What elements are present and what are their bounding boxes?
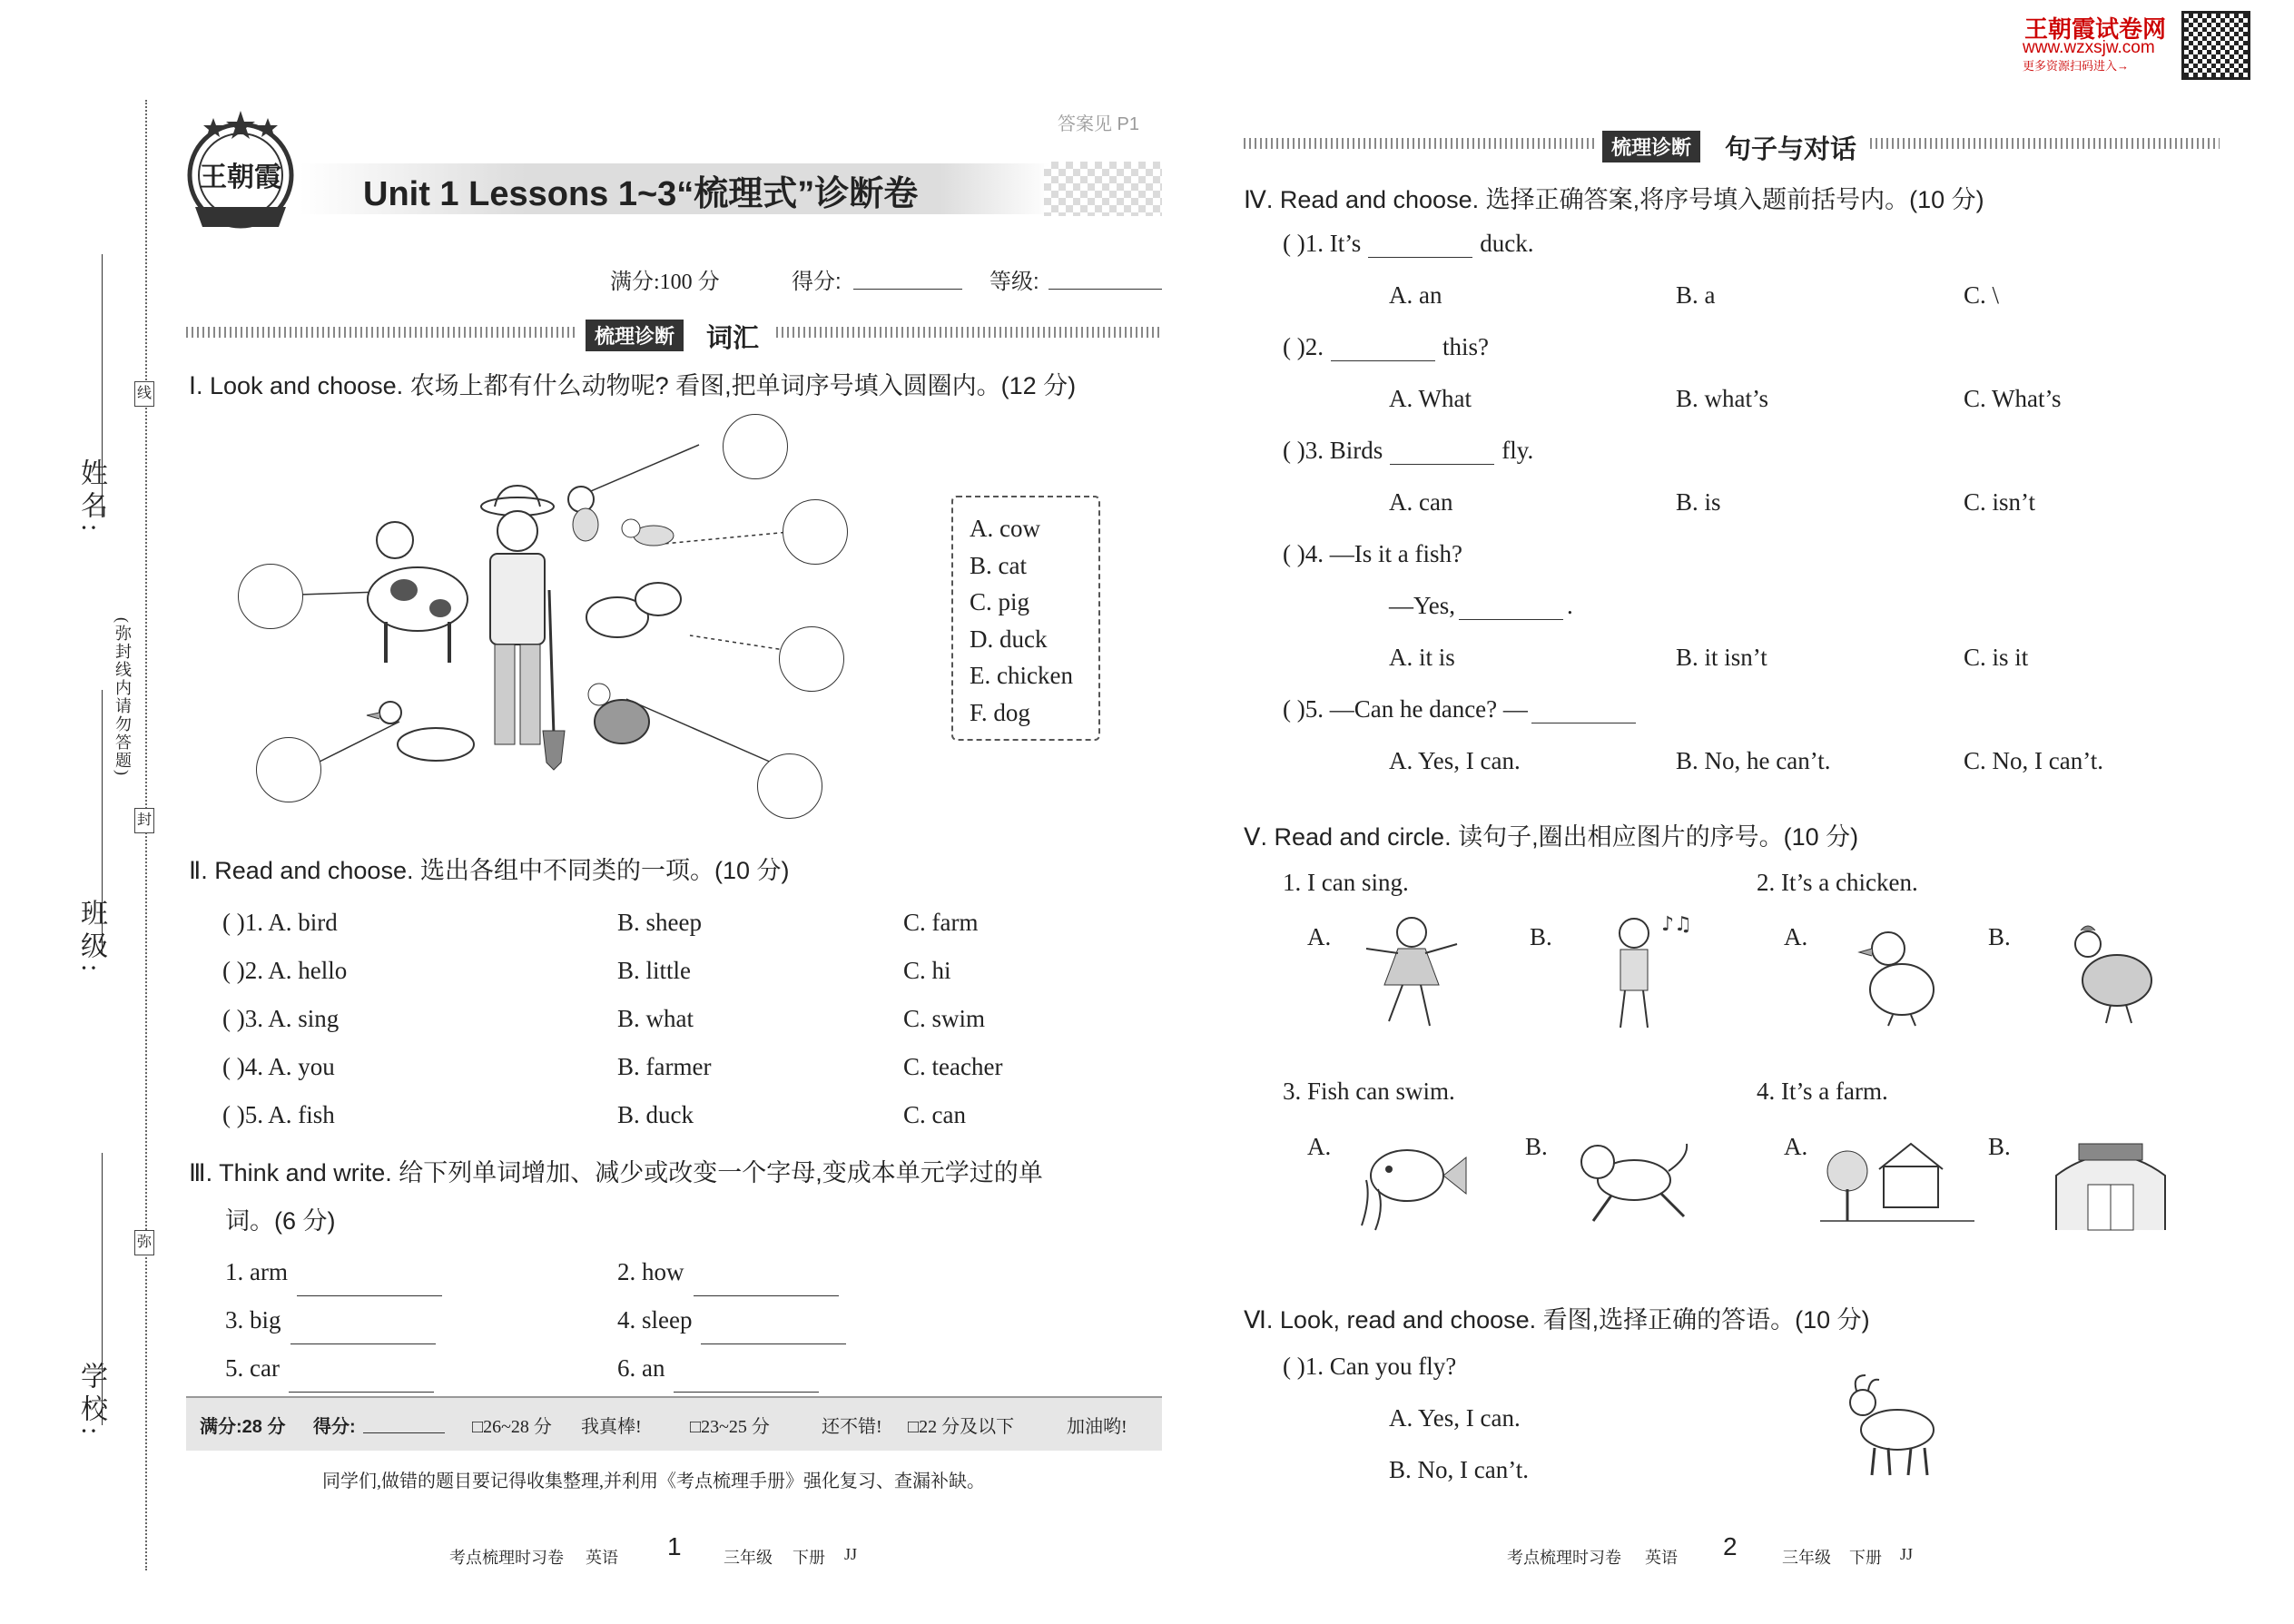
option-a[interactable]: A. xyxy=(1784,923,1808,950)
grade-label: 等级: xyxy=(989,270,1039,294)
seal-mark-feng: 封 xyxy=(134,808,154,833)
option-b[interactable]: B. xyxy=(1530,923,1552,950)
banner-checker-decor xyxy=(1044,162,1162,216)
fish-picture xyxy=(1353,1126,1471,1235)
option-b[interactable]: B. xyxy=(1525,1133,1548,1160)
qr-code-icon[interactable] xyxy=(2181,11,2250,80)
option-cat: B. cat xyxy=(970,551,1027,579)
page-number: 2 xyxy=(1723,1532,1738,1560)
chicken-picture xyxy=(2061,921,2161,1030)
section-badge-vocab: 梳理诊断 xyxy=(586,320,684,351)
option-dog: F. dog xyxy=(970,698,1030,726)
answer-circle-duck[interactable] xyxy=(256,737,321,802)
q1-title: Ⅰ. Look and choose. 农场上都有什么动物呢? 看图,把单词序号填入圆圈内。(12 分) xyxy=(189,372,1077,399)
q3-items: 1. arm 2. how 3. big 4. sleep 5. car 6. an xyxy=(225,1248,1060,1393)
farm-scene-picture xyxy=(1820,1135,1974,1235)
section-badge-sentences: 梳理诊断 xyxy=(1602,131,1700,162)
q2-title: Ⅱ. Read and choose. 选出各组中不同类的一项。(10 分) xyxy=(189,857,790,884)
footer-book: 考点梳理时习卷 xyxy=(449,1549,564,1567)
option-a[interactable]: A. xyxy=(1784,1133,1808,1160)
option-pig: C. pig xyxy=(970,588,1030,615)
score-label: 得分: xyxy=(792,270,842,294)
list-item: ( )4. A. you B. farmer C. teacher xyxy=(222,1053,1003,1080)
footer-edition: JJ xyxy=(844,1545,858,1563)
class-label: 班级: xyxy=(76,899,106,978)
section-score-bar: 满分:28 分 得分: □26~28 分 我真棒! □23~25 分 还不错! □22 分及以下 加油哟! xyxy=(186,1396,1162,1451)
section-title-vocab: 词汇 xyxy=(706,324,760,353)
footer-term: 下册 xyxy=(793,1549,825,1567)
student-name-label: 姓名: xyxy=(76,458,106,537)
page-number: 1 xyxy=(667,1532,682,1560)
zoo-gate-picture xyxy=(2038,1130,2183,1239)
answer-ref: 答案见 P1 xyxy=(1058,114,1140,134)
q5-item-1: 1. I can sing. xyxy=(1283,869,1409,896)
section-rule-right xyxy=(1870,138,2220,149)
seal-note: (弥封线内请勿答题) xyxy=(113,617,132,777)
full-score: 满分:100 分 xyxy=(610,271,720,294)
answer-circle-cow[interactable] xyxy=(238,564,303,629)
study-note: 同学们,做错的题目要记得收集整理,并利用《考点梳理手册》强化复习、查漏补缺。 xyxy=(322,1471,985,1491)
footer-grade: 三年级 xyxy=(724,1549,773,1567)
duckling-picture xyxy=(1852,921,1952,1030)
site-tagline: 更多资源扫码进入→ xyxy=(2023,59,2130,73)
q5-item-3: 3. Fish can swim. xyxy=(1283,1078,1455,1105)
section-title-sentences: 句子与对话 xyxy=(1725,135,1857,164)
singing-girl-picture xyxy=(1584,908,1693,1035)
q6-option-a[interactable]: A. Yes, I can. xyxy=(1389,1404,1521,1432)
seal-mark-xian: 线 xyxy=(134,381,154,407)
option-b[interactable]: B. xyxy=(1988,923,2011,950)
q6-stem: ( )1. Can you fly? xyxy=(1283,1353,1457,1380)
q3-title: Ⅲ. Think and write. 给下列单词增加、减少或改变一个字母,变成本单元学过的单 xyxy=(189,1159,1043,1186)
q5-item-2: 2. It’s a chicken. xyxy=(1757,869,1918,896)
footer-book: 考点梳理时习卷 xyxy=(1507,1549,1621,1567)
grade-field[interactable] xyxy=(1049,289,1162,290)
school-label: 学校: xyxy=(76,1362,106,1441)
farm-illustration xyxy=(354,481,699,781)
seal-mark-mi: 弥 xyxy=(134,1230,154,1255)
option-cow: A. cow xyxy=(970,515,1040,542)
q6-option-b[interactable]: B. No, I can’t. xyxy=(1389,1456,1529,1483)
word-options-box xyxy=(951,496,1100,741)
footer-grade: 三年级 xyxy=(1782,1549,1831,1567)
answer-circle-chicken[interactable] xyxy=(757,753,822,819)
site-url[interactable]: www.wzxsjw.com xyxy=(2023,38,2155,57)
running-dog-picture xyxy=(1570,1130,1698,1230)
goat-picture xyxy=(1843,1371,1952,1480)
class-field[interactable] xyxy=(102,690,103,953)
list-item: ( )1. A. bird B. sheep C. farm xyxy=(222,909,979,936)
answer-circle-pig[interactable] xyxy=(779,626,844,692)
section-rule-left xyxy=(1244,138,1598,149)
footer-edition: JJ xyxy=(1900,1545,1914,1563)
footer-subject: 英语 xyxy=(586,1549,618,1567)
option-duck: D. duck xyxy=(970,625,1048,653)
logo-text: 王朝霞 xyxy=(200,162,281,192)
school-field[interactable] xyxy=(102,1153,103,1425)
site-name: 王朝霞试卷网 xyxy=(2024,15,2167,43)
q3-title-cont: 词。(6 分) xyxy=(225,1207,336,1235)
q5-item-4: 4. It’s a farm. xyxy=(1757,1078,1888,1105)
footer-subject: 英语 xyxy=(1645,1549,1678,1567)
student-name-field[interactable] xyxy=(102,254,103,517)
q5-title: Ⅴ. Read and circle. 读句子,圈出相应图片的序号。(10 分) xyxy=(1244,823,1859,851)
answer-circle-dog[interactable] xyxy=(783,499,848,565)
binding-dotted-line xyxy=(145,100,147,1570)
answer-circle-cat[interactable] xyxy=(723,414,788,479)
svg-text:♪♫: ♪♫ xyxy=(1661,913,1692,936)
list-item: ( )5. A. fish B. duck C. can xyxy=(222,1101,966,1128)
q4-title: Ⅳ. Read and choose. 选择正确答案,将序号填入题前括号内。(10 分) xyxy=(1244,186,1984,213)
q2-table xyxy=(222,899,1076,1139)
list-item: ( )3. A. sing B. what C. swim xyxy=(222,1005,986,1032)
score-field[interactable] xyxy=(853,289,962,290)
footer-term: 下册 xyxy=(1849,1549,1882,1567)
dancer-girl-picture xyxy=(1357,912,1466,1030)
page-title: Unit 1 Lessons 1~3“梳理式”诊断卷 xyxy=(363,175,919,213)
q6-title: Ⅵ. Look, read and choose. 看图,选择正确的答语。(10 分) xyxy=(1244,1306,1870,1334)
option-chicken: E. chicken xyxy=(970,662,1073,689)
section-rule-right xyxy=(776,327,1162,338)
q4-items: ( )1. It’s duck. A. an B. a C. \ ( )2. this? A. What B. what’s C. What’s ( )3. Birds fly. A. can B. is C. isn’t ( )4. —Is it a fish? —Yes, . A. it is B. it isn’t C. is it ( )5. —Can he dance? — A. Yes, I can. B. No, he can’t. C. No, I can’t. xyxy=(1283,230,2103,774)
option-b[interactable]: B. xyxy=(1988,1133,2011,1160)
brand-logo xyxy=(177,107,304,234)
section-rule-left xyxy=(186,327,576,338)
option-a[interactable]: A. xyxy=(1307,923,1332,950)
list-item: ( )2. A. hello B. little C. hi xyxy=(222,957,951,984)
option-a[interactable]: A. xyxy=(1307,1133,1332,1160)
